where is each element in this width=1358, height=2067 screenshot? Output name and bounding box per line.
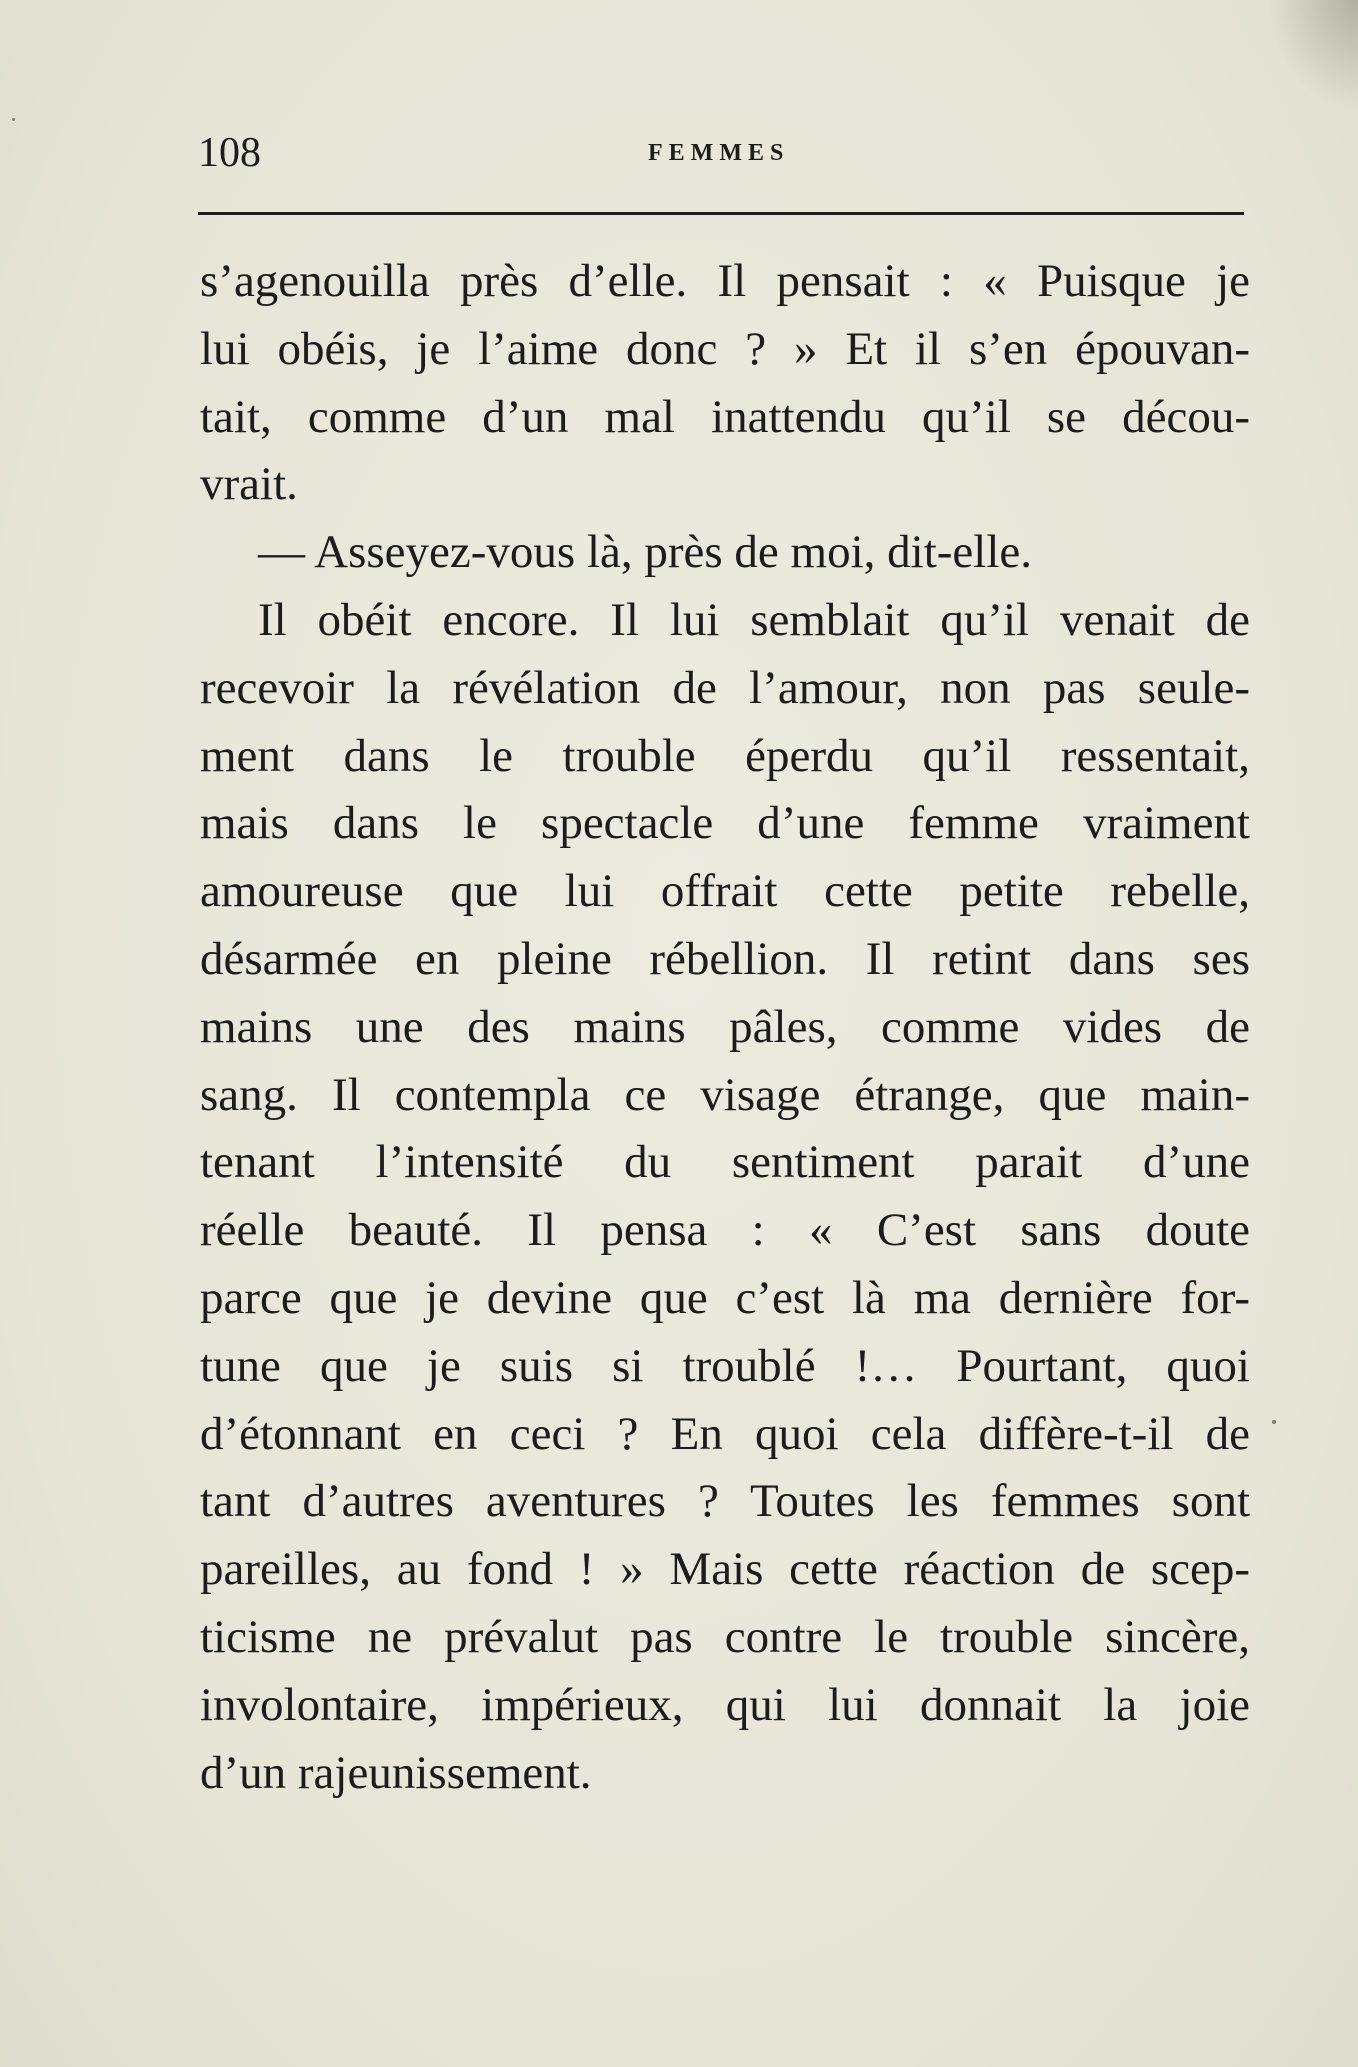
corner-smudge	[1268, 0, 1358, 110]
text-line: sang. Il contempla ce visage étrange, que main-	[200, 1068, 1250, 1121]
ink-speck	[1272, 1420, 1276, 1424]
ink-speck	[12, 118, 15, 121]
running-title: FEMMES	[648, 140, 790, 166]
text-line: tait, comme d’un mal inattendu qu’il se décou-	[200, 390, 1250, 443]
text-line: tenant l’intensité du sentiment parait d’une	[200, 1136, 1250, 1189]
text-line: d’étonnant en ceci ? En quoi cela diffère-t-il de	[200, 1407, 1250, 1460]
text-line: involontaire, impérieux, qui lui donnait la joie	[200, 1678, 1250, 1731]
text-line: mais dans le spectacle d’une femme vraiment	[200, 797, 1250, 850]
text-line: — Asseyez-vous là, près de moi, dit-elle.	[258, 526, 1033, 579]
text-line: ment dans le trouble éperdu qu’il ressentait,	[200, 729, 1250, 782]
text-line: réelle beauté. Il pensa : « C’est sans doute	[200, 1204, 1250, 1257]
text-line: recevoir la révélation de l’amour, non pas seule-	[200, 661, 1250, 714]
text-line: parce que je devine que c’est là ma dernière for-	[200, 1271, 1250, 1324]
text-line: s’agenouilla près d’elle. Il pensait : « Puisque je	[200, 255, 1250, 307]
text-line: amoureuse que lui offrait cette petite rebelle,	[200, 865, 1250, 918]
text-line: lui obéis, je l’aime donc ? » Et il s’en épouvan-	[200, 322, 1250, 375]
text-line: pareilles, au fond ! » Mais cette réaction de scep-	[200, 1543, 1250, 1596]
text-line: désarmée en pleine rébellion. Il retint dans ses	[200, 932, 1250, 985]
text-line: vrait.	[200, 458, 298, 511]
text-line: ticisme ne prévalut pas contre le trouble sincère,	[200, 1610, 1250, 1663]
text-line: Il obéit encore. Il lui semblait qu’il venait de	[258, 593, 1250, 646]
text-line: tant d’autres aventures ? Toutes les femmes sont	[200, 1475, 1250, 1528]
page-number: 108	[198, 130, 261, 176]
text-line: mains une des mains pâles, comme vides de	[200, 1000, 1250, 1053]
body-text	[200, 248, 1250, 1807]
header-rule	[198, 212, 1244, 215]
text-line: d’un rajeunissement.	[200, 1746, 592, 1799]
running-head	[198, 128, 1248, 178]
text-line: tune que je suis si troublé !… Pourtant, quoi	[200, 1339, 1250, 1392]
